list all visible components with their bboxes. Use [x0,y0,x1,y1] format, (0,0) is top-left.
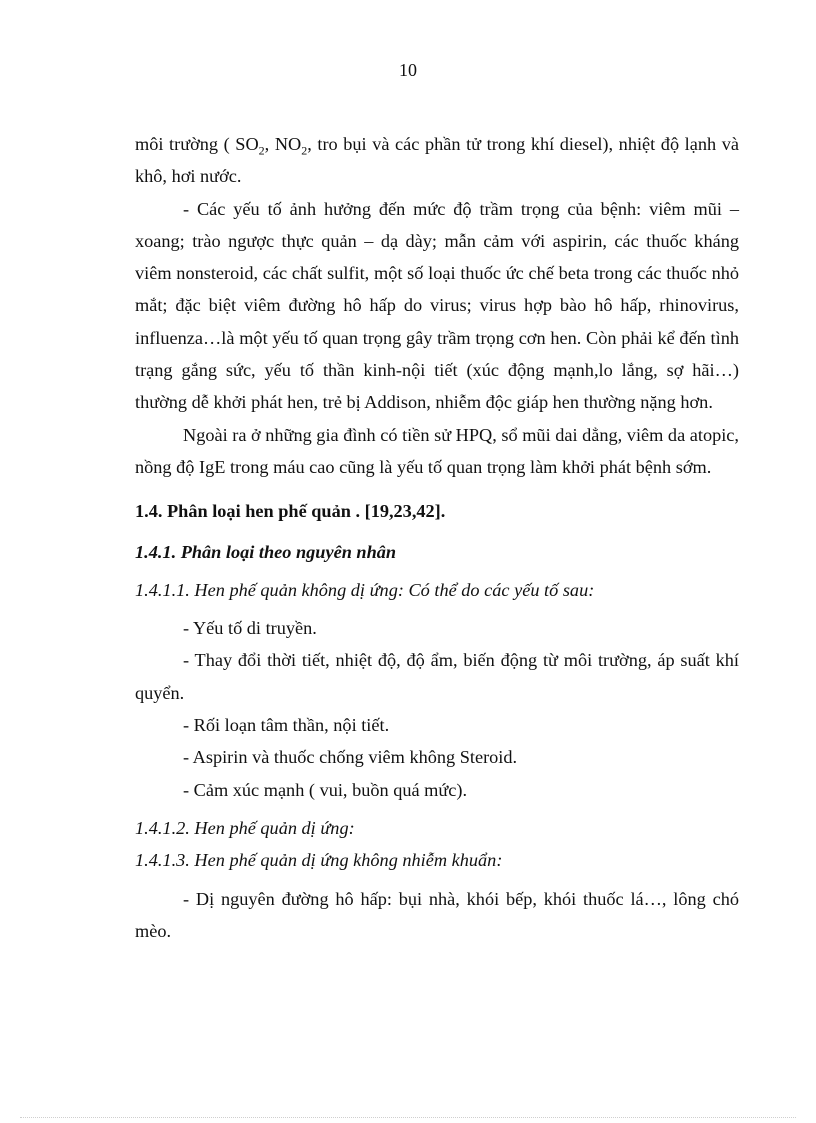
paragraph-allergens: - Dị nguyên đường hô hấp: bụi nhà, khói bếp, khói thuốc lá…, lông chó mèo. [135,888,739,941]
text-run: môi trường ( SO [135,134,259,154]
subsubsection-heading: 1.4.1.1. Hen phế quản không dị ứng: Có thể do các yếu tố sau: [135,579,595,600]
bullet-list [135,612,739,806]
paragraph-environment [135,128,739,193]
subsubsection-heading: 1.4.1.3. Hen phế quản dị ứng không nhiễm khuẩn: [135,850,503,871]
subsection-heading: 1.4.1. Phân loại theo nguyên nhân [135,541,397,562]
subscript: 2 [258,143,265,158]
paragraph-severity-factors: - Các yếu tố ảnh hưởng đến mức độ trầm trọng của bệnh: viêm mũi – xoang; trào ngược thực quản – dạ dày; mẫn cảm với aspirin, các thuốc kháng viêm nonsteroid, các chất sulfit, một số loại thuốc ức chế beta trong các thuốc nhỏ mắt; đặc biệt viêm đường hô hấp do virus; virus hợp bào hô hấp, rhinovirus, influenza…là một yếu tố quan trọng gây trầm trọng cơn hen. Còn phải kể đến tình trạng gắng sức, yếu tố thần kinh-nội tiết (xúc động mạnh,lo lắng, sợ hãi…) thường dễ khởi phát hen, trẻ bị Addison, nhiễm độc giáp hen thường nặng hơn. [135,198,739,413]
list-item: - Thay đổi thời tiết, nhiệt độ, độ ẩm, biến động từ môi trường, áp suất khí quyển. [135,650,739,703]
page-number: 10 [399,60,417,80]
list-item: - Cảm xúc mạnh ( vui, buồn quá mức). [183,779,468,800]
paragraph-family-history: Ngoài ra ở những gia đình có tiền sử HPQ, sổ mũi dai dẳng, viêm da atopic, nồng độ IgE trong máu cao cũng là yếu tố quan trọng làm khởi phát bệnh sớm. [135,424,739,477]
text-run: , NO [264,134,302,154]
subsubsection-heading: 1.4.1.2. Hen phế quản dị ứng: [135,817,355,838]
text-run: , tro bụi và các phần tử trong khí diesel), nhiệt độ lạnh và khô, hơi nước. [135,134,739,187]
list-item: - Rối loạn tâm thần, nội tiết. [183,715,390,736]
section-heading: 1.4. Phân loại hen phế quản . [19,23,42]. [135,501,446,522]
document-body [135,128,739,947]
list-item: - Aspirin và thuốc chống viêm không Steroid. [183,747,518,768]
subscript: 2 [301,143,308,158]
list-item: - Yếu tố di truyền. [183,618,317,639]
page-bottom-divider [20,1117,796,1118]
